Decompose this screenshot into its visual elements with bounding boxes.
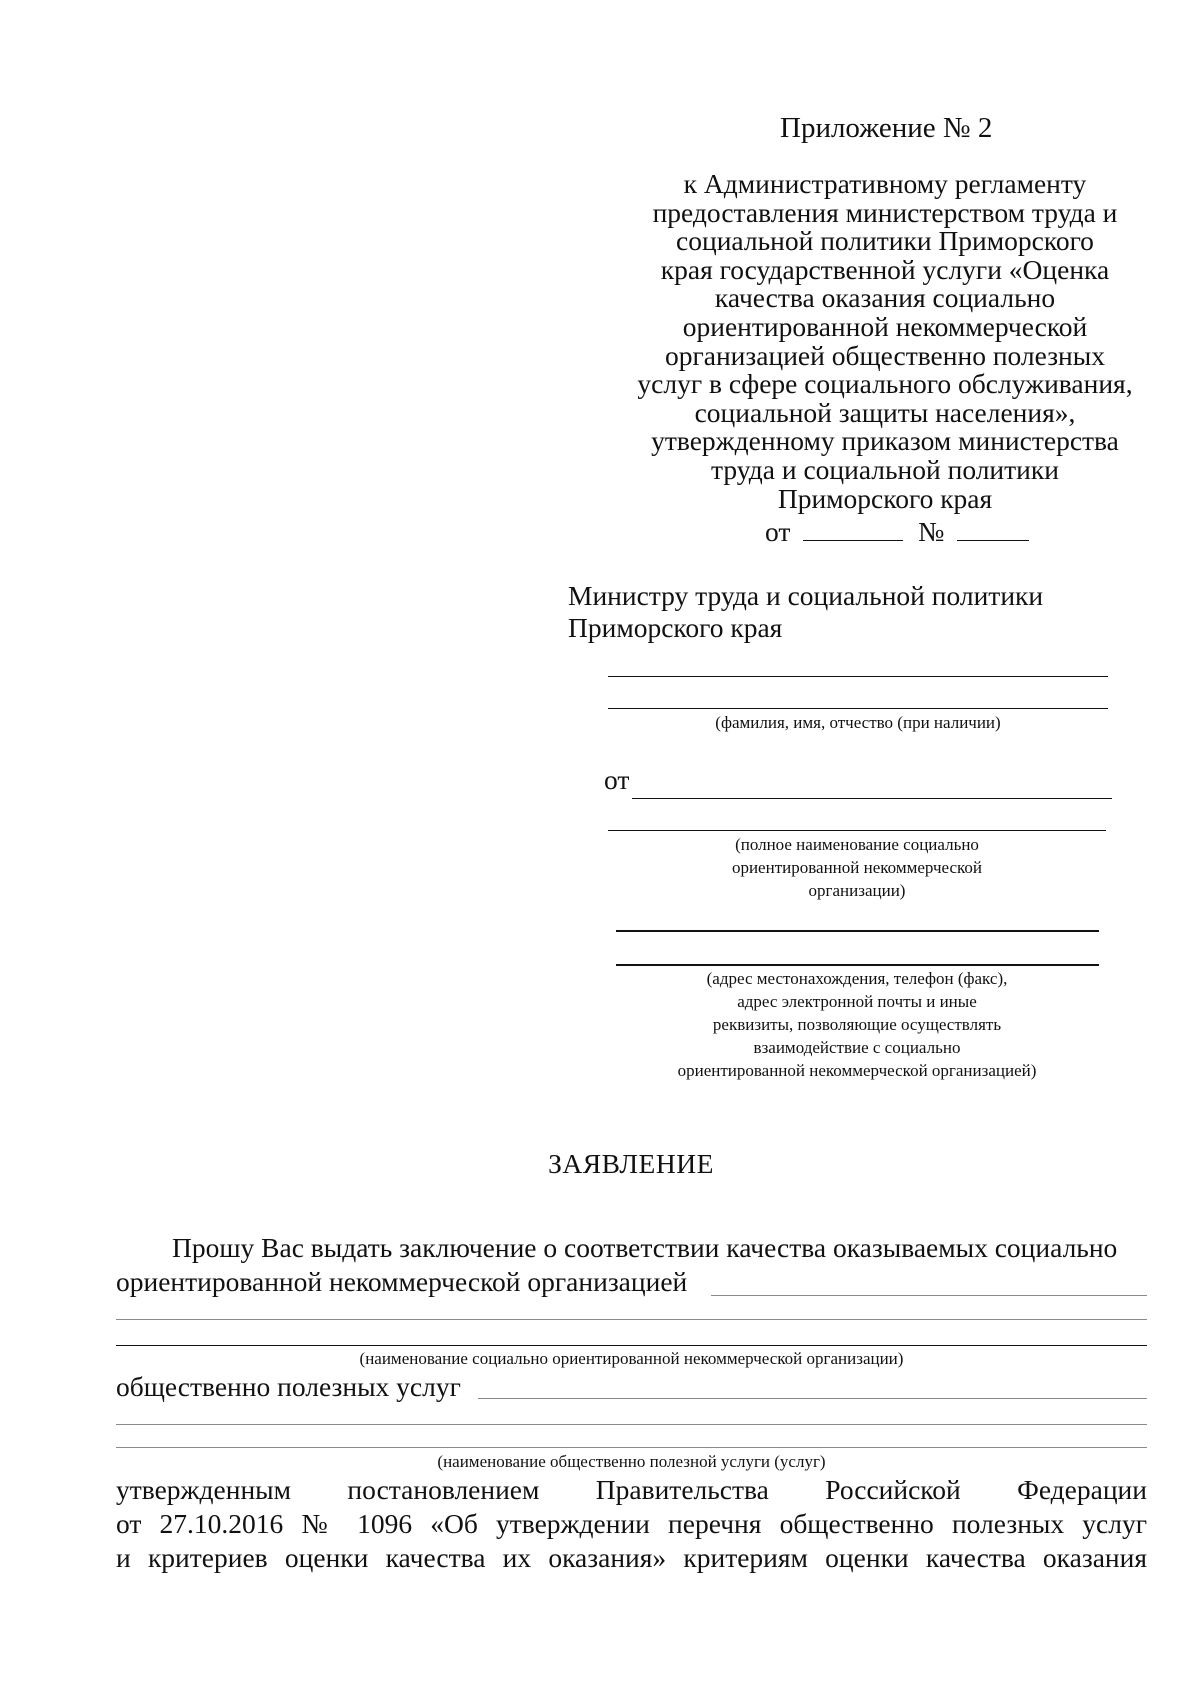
org-name-field-1[interactable] — [711, 1295, 1147, 1296]
applicant-contacts-field-1[interactable] — [616, 930, 1099, 932]
appendix-line: труда и социальной политики — [711, 453, 1059, 485]
applicant-name-field-2[interactable] — [608, 830, 1106, 831]
number-sign: № — [918, 516, 945, 547]
org-name-caption — [116, 1347, 1147, 1370]
date-blank[interactable] — [803, 518, 903, 541]
service-name-field-3[interactable] — [116, 1447, 1147, 1448]
service-name-caption — [116, 1450, 1147, 1473]
contacts-caption-line: (адрес местонахождения, телефон (факс), — [706, 969, 1008, 988]
closing-line: от 27.10.2016 № 1096 «Об утверждении перечня общественно полезных услуг — [116, 1508, 1147, 1539]
appendix-line: края государственной услуги «Оценка — [660, 253, 1110, 285]
org-name-caption-text: (наименование социально ориентированной некоммерческой организации) — [359, 1349, 904, 1368]
appendix-title: Приложение № 2 — [780, 112, 993, 144]
addressee-name-field-1[interactable] — [608, 676, 1108, 677]
addressee-line: Министру труда и социальной политики — [568, 580, 1044, 611]
addressee-name-field-2[interactable] — [608, 708, 1108, 709]
contacts-caption-line: взаимодействие с социально — [753, 1038, 961, 1057]
applicant-contacts-field-2[interactable] — [616, 964, 1099, 966]
addressee-line: Приморского края — [568, 612, 783, 643]
statement-paragraph-line1: Прошу Вас выдать заключение о соответствии качества оказываемых социально — [172, 1232, 1118, 1263]
service-name-field-2[interactable] — [116, 1424, 1147, 1425]
appendix-reference — [630, 170, 1140, 513]
service-name-caption-text: (наименование общественно полезной услуги (услуг) — [437, 1452, 826, 1471]
org-name-field-3[interactable] — [116, 1345, 1147, 1346]
from-label: от — [604, 764, 630, 795]
appendix-line: услуг в сфере социального обслуживания, — [637, 368, 1133, 400]
org-caption — [608, 833, 1106, 902]
org-caption-line: ориентированной некоммерческой — [731, 858, 983, 877]
contacts-caption-line: адрес электронной почты и иные — [737, 992, 977, 1011]
org-name-field-2[interactable] — [116, 1319, 1147, 1320]
statement-paragraph-line2: ориентированной некоммерческой организацией — [116, 1266, 688, 1297]
appendix-line: социальной защиты населения», — [694, 396, 1076, 428]
name-caption — [608, 711, 1108, 734]
appendix-line: предоставления министерством труда и — [652, 196, 1118, 228]
closing-line: утвержденным постановлением Правительства Российской Федерации — [116, 1474, 1147, 1505]
contacts-caption-line: реквизиты, позволяющие осуществлять — [712, 1015, 1002, 1034]
appendix-line: Приморского края — [777, 482, 993, 514]
appendix-line: утвержденному приказом министерства — [651, 425, 1119, 457]
service-name-field-1[interactable] — [478, 1398, 1147, 1399]
appendix-date-row — [765, 516, 1029, 548]
applicant-name-field-1[interactable] — [632, 798, 1112, 799]
appendix-line: организацией общественно полезных — [664, 339, 1105, 371]
services-label: общественно полезных услуг — [116, 1371, 461, 1402]
contacts-caption-line: ориентированной некоммерческой организацией) — [677, 1061, 1037, 1080]
appendix-line: к Административному регламенту — [683, 168, 1087, 199]
number-blank[interactable] — [957, 518, 1029, 541]
org-caption-line: организации) — [808, 881, 906, 900]
closing-line: и критериев оценки качества их оказания» критериям оценки качества оказания — [116, 1542, 1147, 1573]
org-caption-line: (полное наименование социально — [735, 835, 979, 854]
appendix-line: качества оказания социально — [714, 282, 1056, 314]
appendix-line: ориентированной некоммерческой — [682, 310, 1088, 342]
statement-heading: ЗАЯВЛЕНИЕ — [548, 1148, 714, 1179]
contacts-caption — [608, 967, 1106, 1082]
date-prefix: от — [765, 516, 791, 547]
name-caption-text: (фамилия, имя, отчество (при наличии) — [715, 713, 1001, 732]
addressee — [568, 580, 1043, 644]
appendix-line: социальной политики Приморского — [676, 225, 1094, 257]
